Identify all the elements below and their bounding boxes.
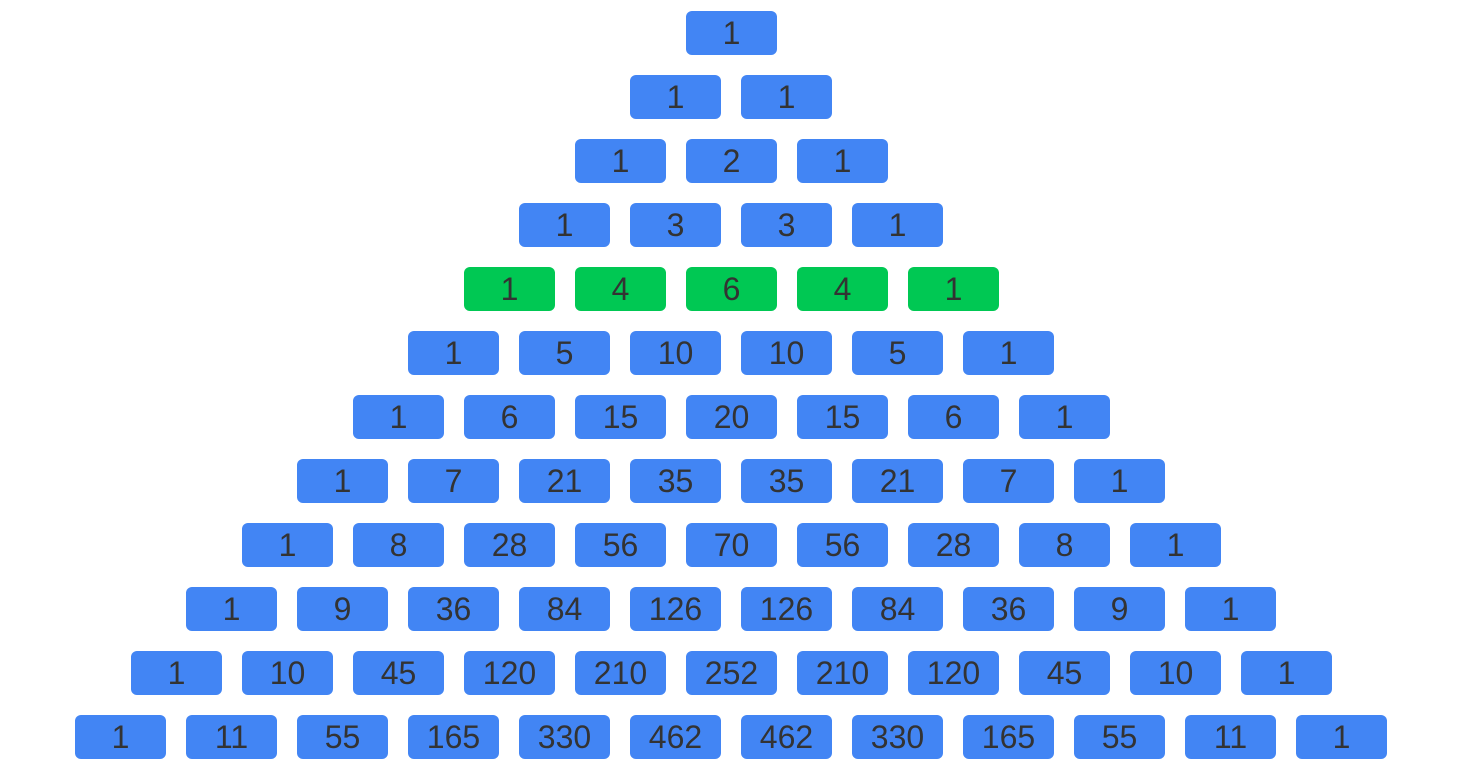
cell-r11-c5[interactable]: 462 — [630, 715, 721, 759]
cell-r1-c0[interactable]: 1 — [630, 75, 721, 119]
cell-r6-c6[interactable]: 1 — [1019, 395, 1110, 439]
cell-r10-c9[interactable]: 10 — [1130, 651, 1221, 695]
cell-r10-c10[interactable]: 1 — [1241, 651, 1332, 695]
cell-r7-c1[interactable]: 7 — [408, 459, 499, 503]
cell-r6-c4[interactable]: 15 — [797, 395, 888, 439]
cell-r6-c5[interactable]: 6 — [908, 395, 999, 439]
cell-r11-c0[interactable]: 1 — [75, 715, 166, 759]
cell-r2-c1[interactable]: 2 — [686, 139, 777, 183]
cell-r9-c8[interactable]: 9 — [1074, 587, 1165, 631]
cell-r11-c11[interactable]: 1 — [1296, 715, 1387, 759]
cell-r10-c6[interactable]: 210 — [797, 651, 888, 695]
cell-r6-c0[interactable]: 1 — [353, 395, 444, 439]
cell-r4-c2[interactable]: 6 — [686, 267, 777, 311]
cell-r4-c3[interactable]: 4 — [797, 267, 888, 311]
cell-r11-c4[interactable]: 330 — [519, 715, 610, 759]
cell-r6-c2[interactable]: 15 — [575, 395, 666, 439]
cell-r3-c3[interactable]: 1 — [852, 203, 943, 247]
cell-r9-c4[interactable]: 126 — [630, 587, 721, 631]
cell-r6-c3[interactable]: 20 — [686, 395, 777, 439]
cell-r10-c5[interactable]: 252 — [686, 651, 777, 695]
cell-r4-c1[interactable]: 4 — [575, 267, 666, 311]
cell-r11-c6[interactable]: 462 — [741, 715, 832, 759]
cell-r5-c0[interactable]: 1 — [408, 331, 499, 375]
cell-r5-c1[interactable]: 5 — [519, 331, 610, 375]
cell-r3-c0[interactable]: 1 — [519, 203, 610, 247]
cell-r2-c2[interactable]: 1 — [797, 139, 888, 183]
cell-r6-c1[interactable]: 6 — [464, 395, 555, 439]
cell-r8-c5[interactable]: 56 — [797, 523, 888, 567]
cell-r8-c7[interactable]: 8 — [1019, 523, 1110, 567]
cell-r8-c2[interactable]: 28 — [464, 523, 555, 567]
cell-r7-c5[interactable]: 21 — [852, 459, 943, 503]
cell-r7-c0[interactable]: 1 — [297, 459, 388, 503]
cell-r3-c1[interactable]: 3 — [630, 203, 721, 247]
cell-r8-c3[interactable]: 56 — [575, 523, 666, 567]
cell-r7-c7[interactable]: 1 — [1074, 459, 1165, 503]
cell-r8-c6[interactable]: 28 — [908, 523, 999, 567]
cell-r11-c10[interactable]: 11 — [1185, 715, 1276, 759]
cell-r11-c3[interactable]: 165 — [408, 715, 499, 759]
cell-r8-c1[interactable]: 8 — [353, 523, 444, 567]
cell-r4-c0[interactable]: 1 — [464, 267, 555, 311]
cell-r5-c3[interactable]: 10 — [741, 331, 832, 375]
cell-r7-c4[interactable]: 35 — [741, 459, 832, 503]
cell-r1-c1[interactable]: 1 — [741, 75, 832, 119]
cell-r10-c3[interactable]: 120 — [464, 651, 555, 695]
cell-r9-c3[interactable]: 84 — [519, 587, 610, 631]
cell-r11-c7[interactable]: 330 — [852, 715, 943, 759]
cell-r9-c7[interactable]: 36 — [963, 587, 1054, 631]
cell-r11-c1[interactable]: 11 — [186, 715, 277, 759]
cell-r5-c5[interactable]: 1 — [963, 331, 1054, 375]
cell-r8-c4[interactable]: 70 — [686, 523, 777, 567]
cell-r10-c1[interactable]: 10 — [242, 651, 333, 695]
cell-r9-c9[interactable]: 1 — [1185, 587, 1276, 631]
cell-r7-c3[interactable]: 35 — [630, 459, 721, 503]
cell-r5-c2[interactable]: 10 — [630, 331, 721, 375]
cell-r10-c4[interactable]: 210 — [575, 651, 666, 695]
cell-r11-c8[interactable]: 165 — [963, 715, 1054, 759]
cell-r11-c2[interactable]: 55 — [297, 715, 388, 759]
cell-r9-c6[interactable]: 84 — [852, 587, 943, 631]
cell-r0-c0[interactable]: 1 — [686, 11, 777, 55]
cell-r10-c7[interactable]: 120 — [908, 651, 999, 695]
cell-r9-c0[interactable]: 1 — [186, 587, 277, 631]
cell-r10-c8[interactable]: 45 — [1019, 651, 1110, 695]
cell-r11-c9[interactable]: 55 — [1074, 715, 1165, 759]
cell-r10-c0[interactable]: 1 — [131, 651, 222, 695]
cell-r4-c4[interactable]: 1 — [908, 267, 999, 311]
cell-r3-c2[interactable]: 3 — [741, 203, 832, 247]
cell-r5-c4[interactable]: 5 — [852, 331, 943, 375]
cell-r8-c0[interactable]: 1 — [242, 523, 333, 567]
cell-r7-c2[interactable]: 21 — [519, 459, 610, 503]
cell-r9-c2[interactable]: 36 — [408, 587, 499, 631]
cell-r9-c1[interactable]: 9 — [297, 587, 388, 631]
cell-r2-c0[interactable]: 1 — [575, 139, 666, 183]
cell-r8-c8[interactable]: 1 — [1130, 523, 1221, 567]
cell-r10-c2[interactable]: 45 — [353, 651, 444, 695]
cell-r9-c5[interactable]: 126 — [741, 587, 832, 631]
cell-r7-c6[interactable]: 7 — [963, 459, 1054, 503]
